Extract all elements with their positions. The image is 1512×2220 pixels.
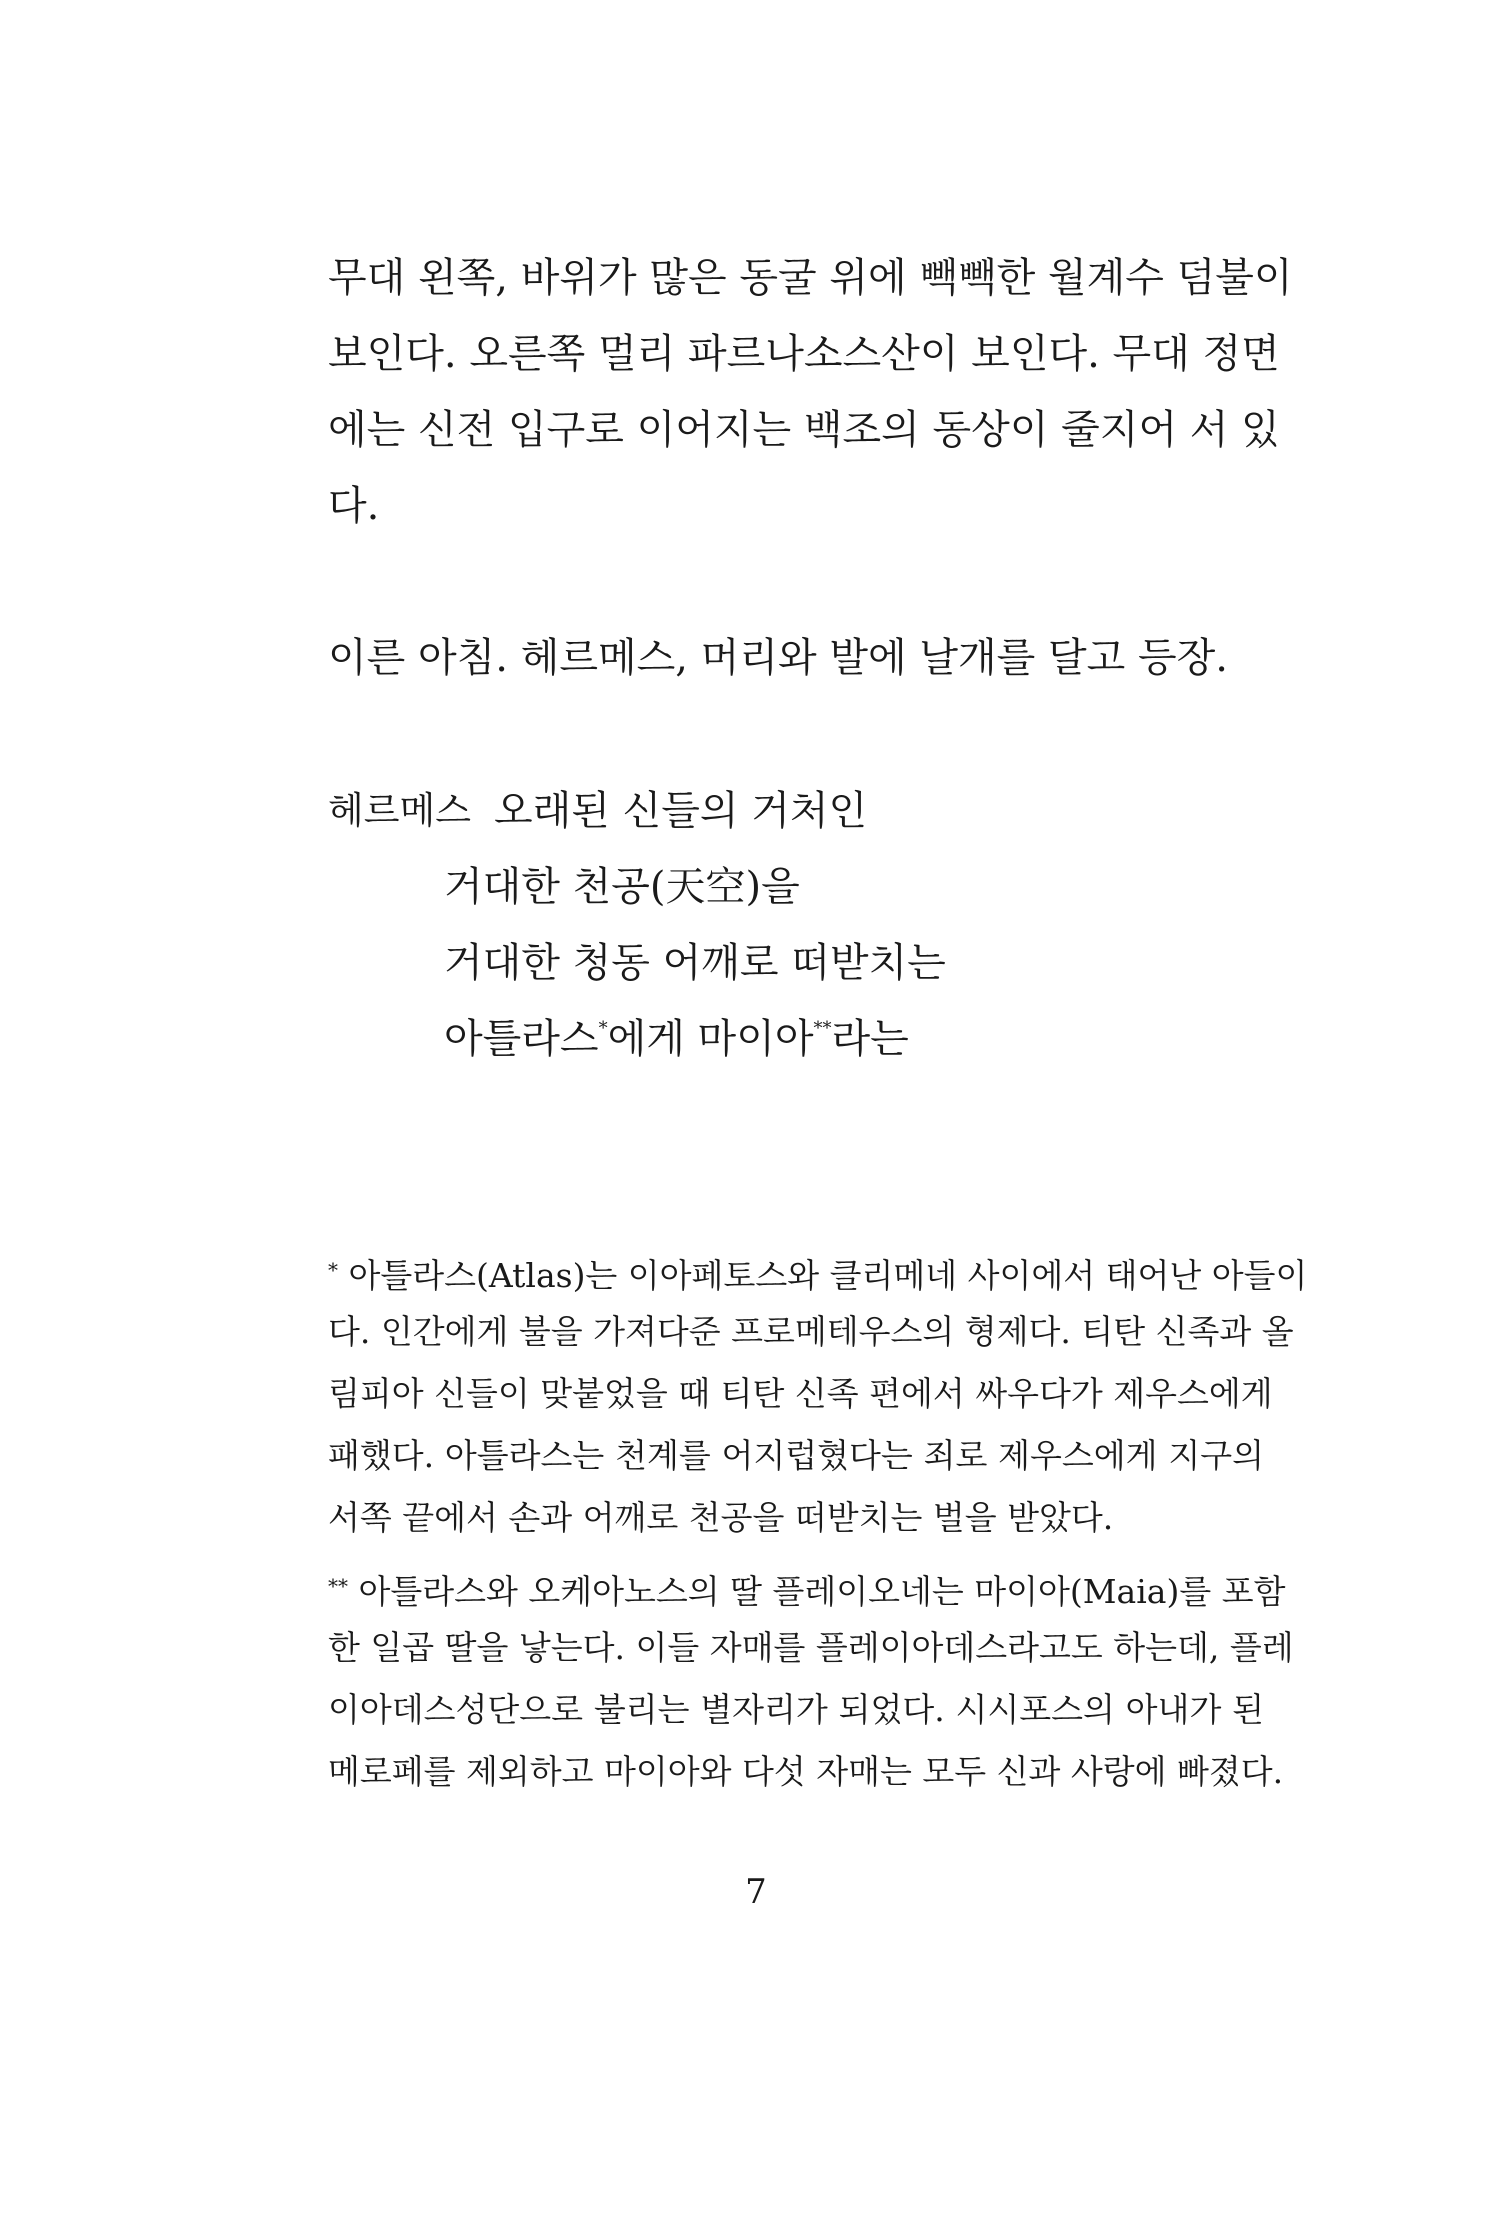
footnote-line: 한 일곱 딸을 낳는다. 이들 자매를 플레이아데스라고도 하는데, 플레 (328, 1628, 1294, 1667)
footnote-line (328, 1249, 1308, 1297)
footnote-text: 아틀라스와 오케아노스의 딸 플레이오네는 마이아(Maia)를 포함 (358, 1572, 1286, 1611)
footnote-line: 패했다. 아틀라스는 천계를 어지럽혔다는 죄로 제우스에게 지구의 (328, 1436, 1264, 1475)
verse-text: 아틀라스 (444, 1016, 599, 1062)
footnote-text: 아틀라스(Atlas)는 이아페토스와 클리메네 사이에서 태어난 아들이 (348, 1256, 1308, 1295)
footnote-line (328, 1565, 1286, 1613)
verse-line: 오래된 신들의 거처인 (494, 788, 868, 834)
footnote-line: 서쪽 끝에서 손과 어깨로 천공을 떠받치는 벌을 받았다. (328, 1498, 1114, 1537)
verse-text: 라는 (831, 1016, 909, 1062)
verse-line: 거대한 천공(天空)을 (444, 864, 800, 910)
stage-direction-line: 무대 왼쪽, 바위가 많은 동굴 위에 빽빽한 월계수 덤불이 (328, 255, 1293, 301)
verse-line-with-footnote-marks (444, 1015, 909, 1063)
footnote-marker: ** (328, 1574, 348, 1598)
footnote-line: 다. 인간에게 불을 가져다준 프로메테우스의 형제다. 티탄 신족과 올 (328, 1312, 1294, 1351)
footnote-marker: * (328, 1258, 338, 1282)
verse-text: 에게 마이아 (607, 1016, 814, 1062)
footnote-line: 메로페를 제외하고 마이아와 다섯 자매는 모두 신과 사랑에 빠졌다. (328, 1752, 1284, 1791)
verse-line: 거대한 청동 어깨로 떠받치는 (444, 940, 946, 986)
stage-direction-line: 에는 신전 입구로 이어지는 백조의 동상이 줄지어 서 있 (328, 407, 1280, 453)
footnote-line: 림피아 신들이 맞붙었을 때 티탄 신족 편에서 싸우다가 제우스에게 (328, 1374, 1273, 1413)
footnote-line: 이아데스성단으로 불리는 별자리가 되었다. 시시포스의 아내가 된 (328, 1690, 1264, 1729)
footnote-reference: * (598, 1018, 608, 1039)
stage-direction-line: 보인다. 오른쪽 멀리 파르나소스산이 보인다. 무대 정면 (328, 331, 1280, 377)
speaker-name: 헤르메스 (328, 789, 471, 832)
footnote-reference: ** (813, 1018, 832, 1039)
page-number: 7 (745, 1872, 767, 1912)
stage-direction-line: 다. (328, 483, 380, 529)
stage-direction-entrance: 이른 아침. 헤르메스, 머리와 발에 날개를 달고 등장. (328, 635, 1228, 681)
